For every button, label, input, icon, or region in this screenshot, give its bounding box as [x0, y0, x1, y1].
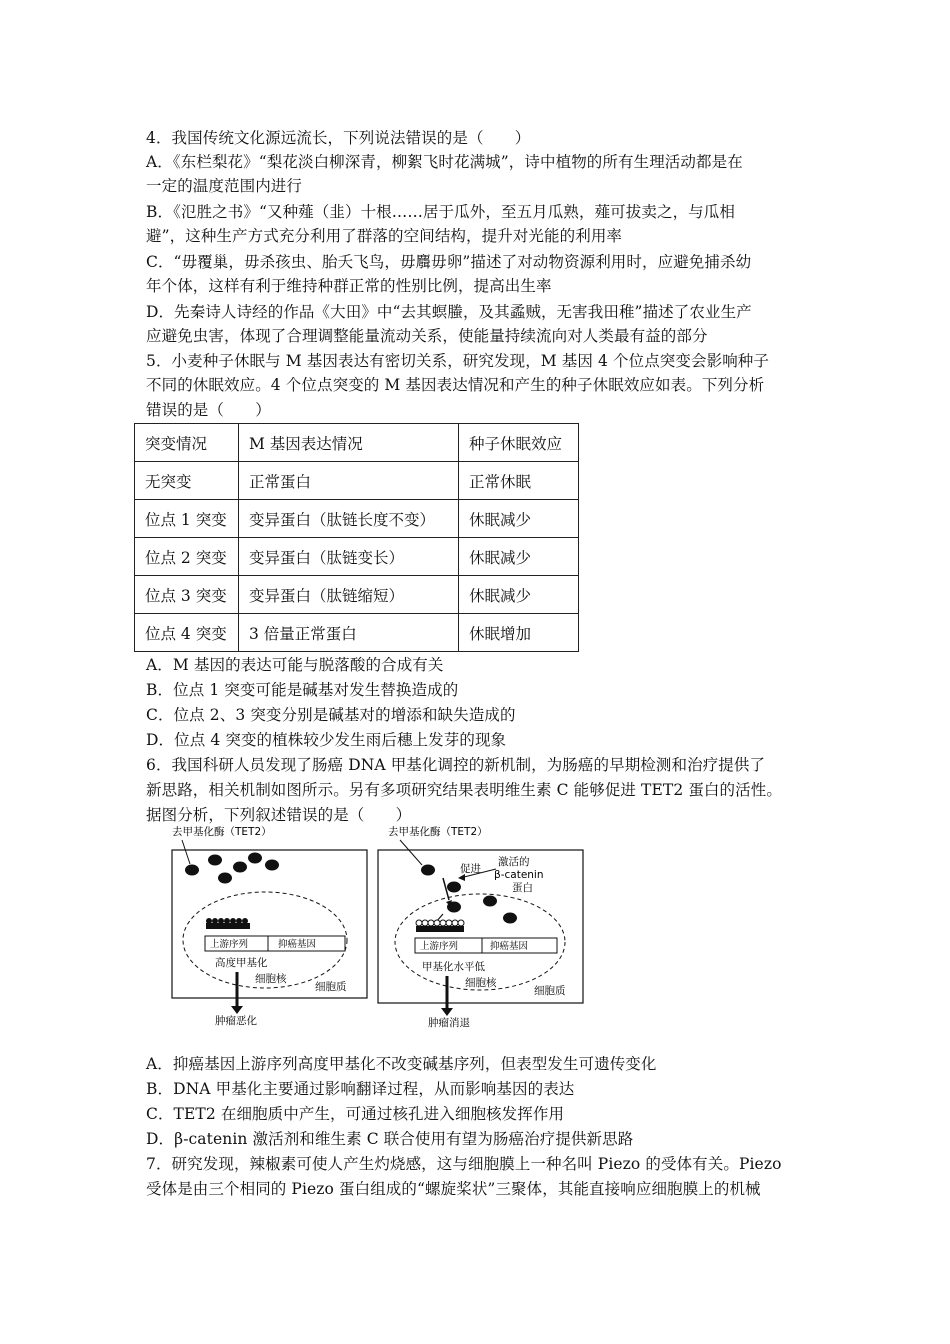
q5-stem-end: 错误的是（ ）	[146, 401, 271, 419]
q5-option-a: A．M 基因的表达可能与脱落酸的合成有关	[146, 656, 444, 674]
left-arrow-head	[231, 1006, 243, 1014]
table-row	[135, 576, 579, 614]
left-suppressor-label: 抑癌基因	[278, 939, 317, 950]
methyl-group	[458, 920, 464, 926]
q4-option-c: C．“毋覆巢，毋杀孩虫、胎夭飞鸟，毋麛毋卵”描述了对动物资源利用时，应避免捕杀幼	[146, 253, 752, 271]
q4-option-d-cont: 应避免虫害，体现了合理调整能量流动关系，使能量持续流向对人类最有益的部分	[146, 327, 708, 345]
right-cytoplasm-label: 细胞质	[534, 985, 566, 997]
methyl-group	[428, 920, 434, 926]
left-upstream-label: 上游序列	[210, 939, 249, 950]
tet2-enzyme-dot	[233, 862, 247, 873]
table-header: 突变情况	[135, 424, 239, 462]
methyl-group	[452, 920, 458, 926]
methyl-group	[212, 918, 218, 924]
promote-arrow-head	[458, 874, 465, 881]
q7-stem: 7．研究发现，辣椒素可使人产生灼烧感，这与细胞膜上一种名叫 Piezo 的受体有关。Piezo	[146, 1155, 782, 1173]
regress-label: 肿瘤消退	[428, 1017, 470, 1029]
tet2-enzyme-dot	[185, 865, 199, 876]
protein-label: 蛋白	[512, 882, 533, 894]
table-cell: 3 倍量正常蛋白	[239, 614, 459, 652]
table-cell: 变异蛋白（肽链缩短）	[239, 576, 459, 614]
methyl-group	[434, 920, 440, 926]
table-row	[135, 538, 579, 576]
promote-label: 促进	[460, 863, 481, 875]
table-header: M 基因表达情况	[239, 424, 459, 462]
left-nucleus-label: 细胞核	[255, 973, 287, 985]
q4-option-d: D．先秦诗人诗经的作品《大田》中“去其螟螣，及其蟊贼，无害我田稚”描述了农业生产	[146, 303, 752, 321]
tet2-enzyme-dot	[483, 896, 497, 907]
table-cell: 位点 1 突变	[135, 500, 239, 538]
methyl-group	[446, 920, 452, 926]
tet2-enzyme-dot	[218, 873, 232, 884]
worsen-label: 肿瘤恶化	[215, 1015, 257, 1027]
right-pointer-line	[400, 840, 422, 865]
table-cell: 休眠减少	[459, 500, 579, 538]
methylation-figure	[160, 820, 600, 1030]
q6-option-a: A．抑癌基因上游序列高度甲基化不改变碱基序列，但表型发生可遗传变化	[146, 1055, 657, 1073]
table-cell: 休眠减少	[459, 576, 579, 614]
q5-stem: 5．小麦种子休眠与 M 基因表达有密切关系，研究发现，M 基因 4 个位点突变会影响种子	[146, 352, 770, 370]
left-pointer-line	[182, 840, 190, 864]
q4-option-c-cont: 年个体，这样有利于维持种群正常的性别比例，提高出生率	[146, 277, 552, 295]
mutation-table	[134, 423, 579, 652]
tet2-enzyme-dot	[421, 865, 435, 876]
methyl-group	[242, 918, 248, 924]
left-cytoplasm-label: 细胞质	[315, 981, 347, 993]
tet2-enzyme-dot	[503, 913, 517, 924]
q6-stem-end: 据图分析，下列叙述错误的是（ ）	[146, 806, 412, 824]
catenin-label: β-catenin	[494, 869, 544, 881]
methyl-group	[236, 918, 242, 924]
methyl-group	[218, 918, 224, 924]
table-row	[135, 614, 579, 652]
q5-option-c: C．位点 2、3 突变分别是碱基对的增添和缺失造成的	[146, 706, 516, 724]
methyl-group	[416, 920, 422, 926]
methyl-groups-low	[416, 920, 464, 932]
tet2-enzyme-dot	[265, 860, 279, 871]
table-header: 种子休眠效应	[459, 424, 579, 462]
q4-option-b-cont: 避”，这种生产方式充分利用了群落的空间结构，提升对光能的利用率	[146, 227, 623, 245]
q5-option-b: B．位点 1 突变可能是碱基对发生替换造成的	[146, 681, 459, 699]
table-cell: 正常蛋白	[239, 462, 459, 500]
q6-option-d: D．β-catenin 激活剂和维生素 C 联合使用有望为肠癌治疗提供新思路	[146, 1130, 634, 1148]
right-suppressor-label: 抑癌基因	[490, 941, 529, 952]
table-cell: 变异蛋白（肽链变长）	[239, 538, 459, 576]
tet2-enzyme-dot	[208, 855, 222, 866]
table-header-row	[135, 424, 579, 462]
table-cell: 位点 4 突变	[135, 614, 239, 652]
q4-option-b: B．《氾胜之书》“又种薤（韭）十根……居于瓜外，至五月瓜熟，薤可拔卖之，与瓜相	[146, 203, 735, 221]
methyl-group	[422, 920, 428, 926]
table-cell: 休眠增加	[459, 614, 579, 652]
right-enzyme-label: 去甲基化酶（TET2）	[388, 826, 488, 838]
table-cell: 正常休眠	[459, 462, 579, 500]
tet2-enzyme-dot	[248, 853, 262, 864]
q4-option-a-cont: 一定的温度范围内进行	[146, 177, 303, 195]
tet2-enzyme-dot	[447, 882, 461, 893]
table-row	[135, 500, 579, 538]
q5-stem-cont: 不同的休眠效应。4 个位点突变的 M 基因表达情况和产生的种子休眠效应如表。下列分析	[146, 376, 765, 394]
methyl-bar	[206, 923, 250, 929]
table-cell: 无突变	[135, 462, 239, 500]
low-methylation-label: 甲基化水平低	[422, 961, 485, 973]
methyl-group	[206, 918, 212, 924]
q5-option-d: D．位点 4 突变的植株较少发生雨后穗上发芽的现象	[146, 731, 507, 749]
table-cell: 位点 2 突变	[135, 538, 239, 576]
left-enzyme-label: 去甲基化酶（TET2）	[172, 826, 272, 838]
activated-label: 激活的	[498, 856, 530, 868]
table-cell: 休眠减少	[459, 538, 579, 576]
methyl-bar	[416, 926, 464, 932]
table-cell: 变异蛋白（肽链长度不变）	[239, 500, 459, 538]
right-upstream-label: 上游序列	[420, 941, 459, 952]
q6-option-b: B．DNA 甲基化主要通过影响翻译过程，从而影响基因的表达	[146, 1080, 575, 1098]
methyl-groups-high	[206, 918, 250, 929]
high-methylation-label: 高度甲基化	[215, 957, 268, 969]
methyl-group	[230, 918, 236, 924]
q6-stem-cont: 新思路，相关机制如图所示。另有多项研究结果表明维生素 C 能够促进 TET2 蛋白的活性。	[146, 781, 782, 799]
q6-option-c: C．TET2 在细胞质中产生，可通过核孔进入细胞核发挥作用	[146, 1105, 565, 1123]
table-row	[135, 462, 579, 500]
q4-stem: 4．我国传统文化源远流长，下列说法错误的是（ ）	[146, 129, 531, 147]
right-arrow-head	[441, 1008, 453, 1016]
table-cell: 位点 3 突变	[135, 576, 239, 614]
methyl-group	[224, 918, 230, 924]
q7-stem-cont: 受体是由三个相同的 Piezo 蛋白组成的“螺旋桨状”三聚体，其能直接响应细胞膜上的机械	[146, 1180, 761, 1198]
q4-option-a: A．《东栏梨花》“梨花淡白柳深青，柳絮飞时花满城”，诗中植物的所有生理活动都是在	[146, 153, 743, 171]
right-nucleus-label: 细胞核	[465, 977, 497, 989]
q6-stem: 6．我国科研人员发现了肠癌 DNA 甲基化调控的新机制，为肠癌的早期检测和治疗提供了	[146, 756, 766, 774]
methyl-group	[440, 920, 446, 926]
